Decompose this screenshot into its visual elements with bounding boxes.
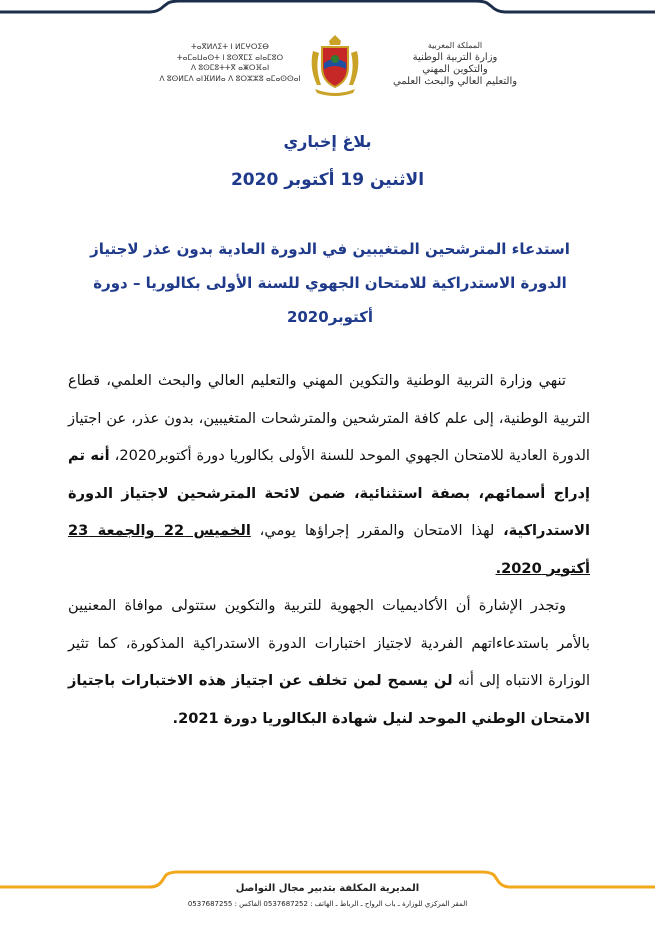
ministry-line: والتعليم العالي والبحث العلمي [392, 76, 518, 87]
exam-dates: الخميس 22 والجمعة 23 أكتوبر 2020. [68, 522, 590, 577]
ministry-line: والتكوين المهني [422, 64, 488, 75]
kingdom-name: المملكة المغربية [427, 41, 483, 50]
document-title: بلاغ إخباري [283, 132, 372, 151]
ministry-name-arabic [370, 40, 540, 88]
text: تنهي وزارة التربية الوطنية والتكوين المهني والتعليم العالي والبحث العلمي، قطاع التربية الوطنية، إلى علم كافة المترشحين والمترشحات المتغيبين، بدون عذر، عن اجتياز الدورة العادية للامتحان الجهوي الموحد للسنة الأولى بكالوريا دورة أكتوبر2020، [68, 372, 590, 464]
bold-text: لن يسمح لمن تخلف عن اجتياز هذه الاختبارات باجتياز الامتحان الوطني الموحد لنيل شهادة البكالوريا دورة 2021. [68, 672, 590, 727]
text: لهذا الامتحان والمقرر إجراؤها يومي، [250, 522, 504, 539]
footer-department: المديرية المكلفة بتدبير مجال التواصل [235, 883, 420, 894]
text: وتجدر الإشارة أن الأكاديميات الجهوية للتربية والتكوين ستتولى موافاة المعنيين بالأمر باستدعاءاتهم الفردية لاجتياز اختبارات الدورة الاستدراكية المذكورة، كما تثير الوزارة الانتباه إلى أنه [68, 597, 590, 689]
tifinagh-line: ⵜⴰⵎⴰⵡⴰⵙⵜ ⵏ ⵓⵙⴳⵎⵉ ⴰⵏⴰⵎⵓⵔ [176, 52, 284, 62]
moroccan-coat-of-arms-icon [307, 33, 363, 97]
bold-text: أنه تم إدراج أسمائهم، بصفة استثنائية، ضمن لائحة المترشحين لاجتياز الدورة الاستدراكية، [68, 447, 590, 539]
footer-address: المقر المركزي للوزارة ـ باب الرواح ـ الرباط ـ الهاتف : 0537687252 الفاكس : 0537687255 [187, 900, 468, 908]
paragraph-2 [68, 587, 590, 737]
document-body [68, 362, 590, 737]
tifinagh-line: ⴷ ⵓⵙⵍⵎⴷ ⴰⵏⴼⵍⵍⴰ ⴷ ⵓⵔⵣⵣⵓ ⴰⵎⴰⵙⵙⴰⵏ [159, 73, 301, 83]
ministry-line: وزارة التربية الوطنية [412, 52, 498, 63]
tifinagh-line: ⴷ ⵓⵙⵎⵓⵜⵜⴳ ⴰⵥⵔⴼⴰⵏ [190, 63, 270, 72]
document-subject: استدعاء المترشحين المتغيبين في الدورة العادية بدون عذر لاجتياز الدورة الاستدراكية للامتحان الجهوي للسنة الأولى بكالوريا – دورة أكتوبر2020 [90, 240, 570, 326]
paragraph-1 [68, 362, 590, 587]
tifinagh-ministry-name [150, 42, 310, 84]
tifinagh-line: ⵜⴰⴳⵍⴷⵉⵜ ⵏ ⵍⵎⵖⵔⵉⴱ [191, 42, 269, 51]
document-date: الاثنين 19 أكتوبر 2020 [230, 170, 425, 190]
